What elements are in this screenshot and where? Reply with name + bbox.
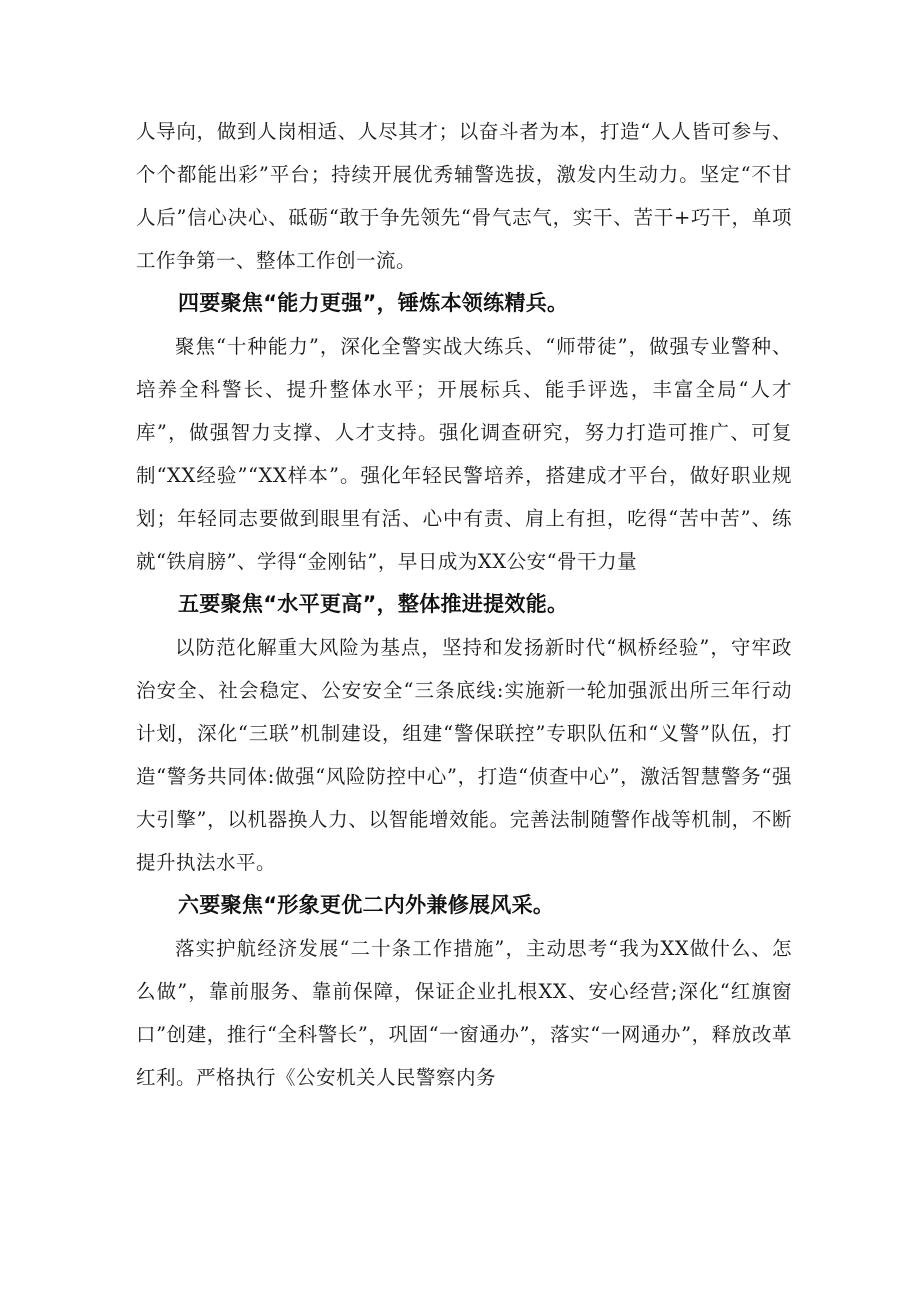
paragraph-section-five: 以防范化解重大风险为基点，坚持和发扬新时代“枫桥经验”，守牢政治安全、社会稳定、公安安全“三条底线:实施新一轮加强派出所三年行动计划，深化“三联”机制建设，组建“警保联控”专职队伍和“义警”队伍，打造“警务共同体:做强“风险防控中心”，打造“侦查中心”，激活智慧警务“强大引擎”，以机器换人力、以智能增效能。完善法制随警作战等机制，不断提升执法水平。	[136, 636, 792, 874]
section-heading-six: 六要聚焦“形象更优二内外兼修展风采。	[178, 893, 555, 917]
paragraph-section-four: 聚焦“十种能力”，深化全警实战大练兵、“师带徒”，做强专业警种、培养全科警长、提升整体水平；开展标兵、能手评选，丰富全局“人才库”，做强智力支撑、人才支持。强化调查研究，努力打造可推广、可复制“XX经验”“XX样本”。强化年轻民警培养，搭建成才平台，做好职业规划；年轻同志要做到眼里有活、心中有责、肩上有担，吃得“苦中苦”、练就“铁肩膀”、学得“金刚钻”，早日成为XX公安“骨干力量	[136, 335, 792, 573]
paragraph-section-six: 落实护航经济发展“二十条工作措施”，主动思考“我为XX做什么、怎么做”，靠前服务、靠前保障，保证企业扎根XX、安心经营;深化“红旗窗口”创建，推行“全科警长”，巩固“一窗通办”，落实“一网通办”，释放改革红利。严格执行《公安机关人民警察内务	[136, 937, 792, 1089]
paragraph-continuation: 人导向，做到人岗相适、人尽其才；以奋斗者为本，打造“人人皆可参与、个个都能出彩”平台；持续开展优秀辅警选拔，激发内生动力。坚定“不甘人后”信心决心、砥砺“敢于争先领先“骨气志气，实干、苦干+巧干，单项工作争第一、整体工作创一流。	[136, 120, 792, 272]
section-heading-four: 四要聚焦“能力更强”，锤炼本领练精兵。	[178, 291, 569, 315]
section-heading-five: 五要聚焦“水平更高”，整体推进提效能。	[178, 592, 569, 616]
document-body	[136, 110, 792, 1099]
